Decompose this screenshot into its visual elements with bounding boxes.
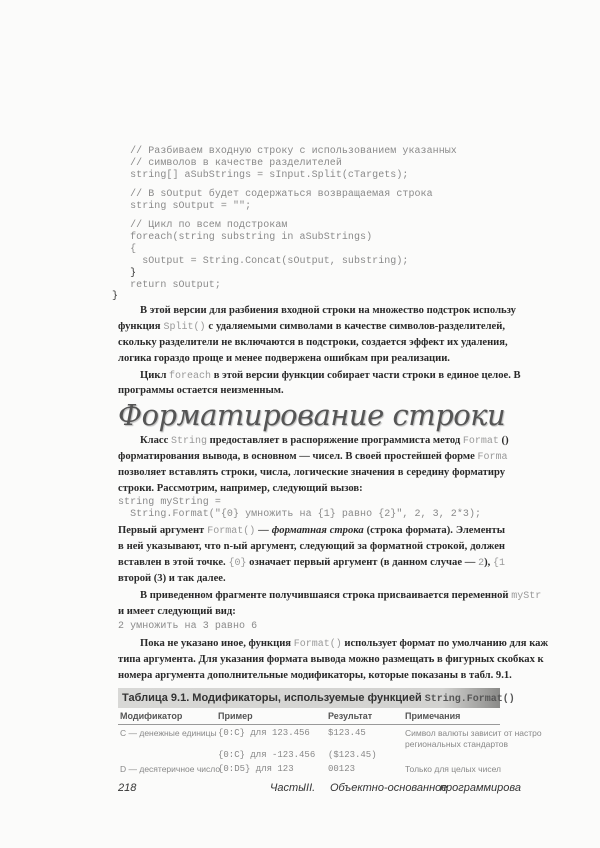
column-header: Результат: [328, 711, 373, 721]
text: предоставляет в распоряжение программиста метод: [207, 435, 463, 446]
text-line: [140, 589, 542, 603]
table-cell-result: ($123.45): [328, 750, 377, 760]
text-line: [140, 434, 509, 448]
code-line: String.Format("{0} умножить на {1} равно {2}", 2, 3, 2*3);: [118, 509, 482, 520]
inline-code: {0}: [228, 558, 247, 569]
code-line: return sOutput;: [118, 280, 221, 291]
footer-part: Часть: [270, 782, 304, 794]
modifiers-table: [118, 688, 542, 774]
column-header: Модификатор: [120, 711, 183, 721]
text: использует формат по умолчанию для каж: [341, 638, 549, 649]
code-line: foreach(string substring in aSubStrings): [118, 232, 373, 243]
emphasis: форматная строка: [271, 525, 364, 536]
code-line: }: [118, 268, 137, 279]
inline-code: Format: [462, 436, 499, 447]
text: (): [498, 435, 509, 446]
text-line: позволяет вставлять строки, числа, логические значения в середину форматиру: [118, 467, 505, 478]
inline-code: String: [170, 436, 207, 447]
text: Пока не указано иное, функция: [140, 638, 294, 649]
inline-code: Format(): [293, 639, 342, 650]
text-line: типа аргумента. Для указания формата вывода можно размещать в фигурных скобках к: [118, 654, 544, 665]
inline-code: Split(): [163, 322, 206, 333]
table-cell-modifier: D — десятеричное число: [120, 764, 221, 774]
text-line: строки. Рассмотрим, например, следующий вызов:: [118, 483, 363, 494]
table-cell-result: $123.45: [328, 728, 366, 738]
text: Цикл: [140, 370, 170, 381]
code-line: {: [118, 244, 137, 255]
footer-title-a: Объектно-основанное: [330, 782, 448, 794]
footer-title-b: программирова: [440, 782, 522, 794]
text: функция: [118, 321, 164, 332]
code-line: // Разбиваем входную строку с использованием указанных: [118, 146, 457, 157]
table-cell-example: {0:D5} для 123: [218, 764, 294, 774]
inline-code: foreach: [169, 371, 212, 382]
text: вставлен в этой точке.: [118, 557, 229, 568]
table-cell-note: региональных стандартов: [405, 739, 508, 749]
text: в этой версии функции собирает части строки в единое целое. В: [211, 370, 521, 381]
table-cell-modifier: C — денежные единицы: [120, 728, 217, 738]
text-line: [118, 556, 505, 570]
table-cell-note: Только для целых чисел: [405, 764, 501, 774]
code-output-line: 2 умножить на 3 равно 6: [118, 621, 258, 632]
text: Первый аргумент: [118, 525, 208, 536]
text-line: [118, 320, 505, 334]
text-line: [118, 450, 508, 464]
text-line: в ней указывают, что n-ый аргумент, следующий за форматной строкой, должен: [118, 541, 505, 552]
inline-code: {1: [492, 558, 505, 569]
code-line: string myString =: [118, 497, 221, 508]
text: ),: [484, 557, 493, 568]
inline-code: myStr: [511, 591, 542, 602]
table-cell-example: {0:C} для -123.456: [218, 750, 316, 760]
footer-part-number: III.: [303, 782, 316, 794]
inline-code: Format(): [207, 526, 256, 537]
code-line: string sOutput = "";: [118, 201, 252, 212]
code-line: sOutput = String.Concat(sOutput, substring);: [118, 256, 409, 267]
text: Класс: [140, 435, 171, 446]
text: Таблица 9.1. Модификаторы, используемые функцией: [122, 692, 425, 704]
table-cell-result: 00123: [328, 764, 356, 774]
text-line: номера аргумента дополнительные модификаторы, которые показаны в табл. 9.1.: [118, 670, 512, 681]
text-line: и имеет следующий вид:: [118, 606, 236, 617]
column-header: Примечания: [405, 711, 461, 721]
code-line: // В sOutput будет содержаться возвращаемая строка: [118, 189, 433, 200]
page-number: 218: [118, 782, 137, 794]
column-header: Пример: [218, 711, 253, 721]
text: —: [255, 525, 272, 536]
text: означает первый аргумент (в данном случае —: [246, 557, 479, 568]
table-cell-example: {0:C} для 123.456: [218, 728, 310, 738]
code-line: // символов в качестве разделителей: [118, 158, 342, 169]
text-line: [118, 524, 505, 538]
code-line: // Цикл по всем подстрокам: [118, 220, 288, 231]
text: В приведенном фрагменте получившаяся строка присваивается переменной: [140, 590, 512, 601]
text-line: логика гораздо проще и менее подвержена ошибкам при реализации.: [118, 353, 450, 364]
table-title: [118, 688, 515, 708]
text-line: [140, 369, 521, 383]
text-line: [140, 637, 549, 651]
section-heading: Форматирование строки: [118, 398, 506, 432]
header-rule: [118, 724, 500, 725]
inline-code: String.Format(): [424, 694, 515, 705]
text-line: В этой версии для разбиения входной строки на множество подстрок использу: [140, 305, 516, 316]
inline-code: 2: [478, 558, 485, 569]
text: (строка формата). Элементы: [363, 525, 506, 536]
text: форматирования вывода, в основном — чисел. В своей простейшей форме: [118, 451, 478, 462]
code-line: string[] aSubStrings = sInput.Split(cTargets);: [118, 170, 409, 181]
text: с удаляемыми символами в качестве символов-разделителей,: [205, 321, 505, 332]
text-line: программы остается неизменным.: [118, 385, 284, 396]
text-line: скольку разделители не включаются в подстроки, создается эффект их удаления,: [118, 337, 508, 348]
code-line: }: [112, 291, 119, 302]
table-cell-note: Символ валюты зависит от настро: [405, 728, 542, 738]
inline-code: Forma: [477, 452, 508, 463]
text-line: второй (3) и так далее.: [118, 573, 226, 584]
